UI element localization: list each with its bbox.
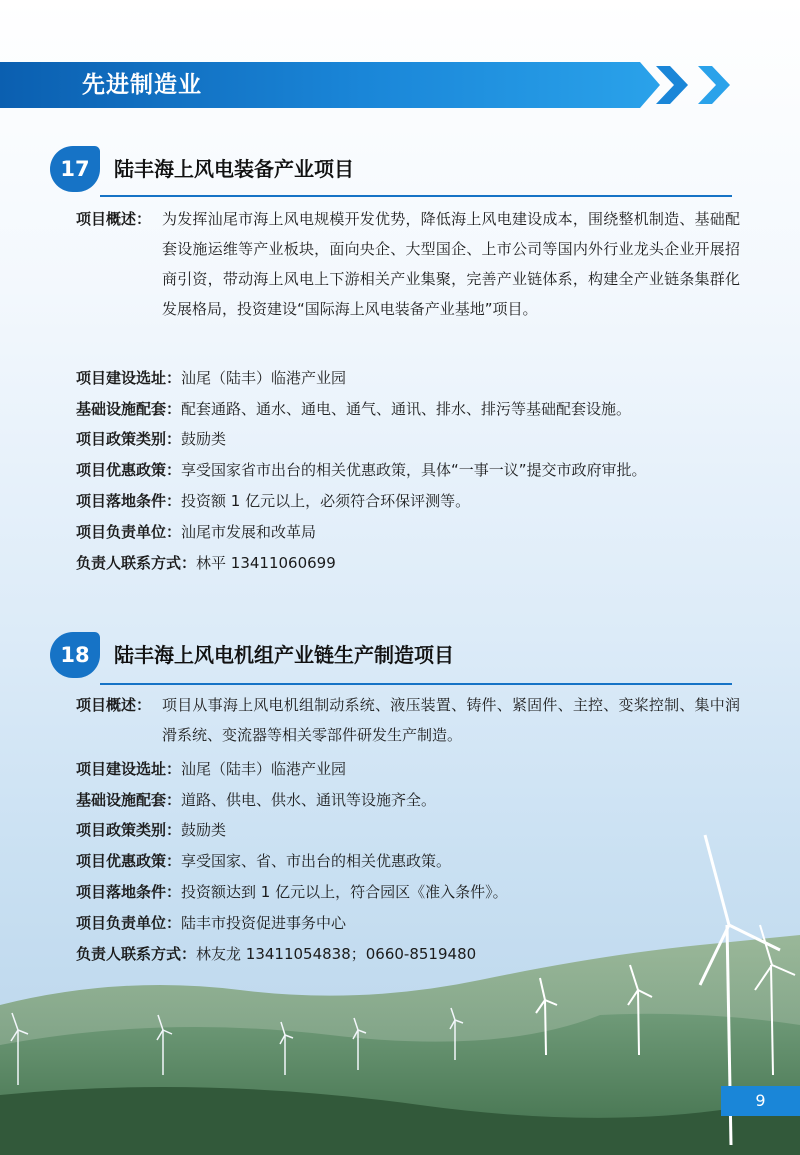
field-value: 道路、供电、供水、通讯等设施齐全。 xyxy=(181,791,437,809)
field-value: 林平 13411060699 xyxy=(196,554,336,572)
overview-text: 为发挥汕尾市海上风电规模开发优势，降低海上风电建设成本，围绕整机制造、基础配套设施运维等产业板块，面向央企、大型国企、上市公司等国内外行业龙头企业开展招商引资，带动海上风电上下游相关产业集聚，完善产业链体系，构建全产业链条集群化发展格局，投资建设“国际海上风电装备产业基地”项目。 xyxy=(162,210,740,318)
field-label: 项目建设选址： xyxy=(76,760,182,778)
field-row xyxy=(76,755,738,784)
field-value: 享受国家省市出台的相关优惠政策，具体“一事一议”提交市政府审批。 xyxy=(181,461,647,479)
project-overview xyxy=(76,690,740,750)
section-number-badge: 18 xyxy=(50,632,100,678)
field-row xyxy=(76,909,738,938)
section-title: 陆丰海上风电装备产业项目 xyxy=(114,157,354,181)
field-label: 项目负责单位： xyxy=(76,914,182,932)
field-value: 投资额 1 亿元以上，必须符合环保评测等。 xyxy=(181,492,471,510)
field-label: 项目优惠政策： xyxy=(76,852,182,870)
section-divider xyxy=(100,683,732,685)
field-row xyxy=(76,549,738,578)
field-row xyxy=(76,940,738,969)
field-row xyxy=(76,847,738,876)
field-row xyxy=(76,518,738,547)
field-row xyxy=(76,364,738,393)
field-row xyxy=(76,878,738,907)
field-row xyxy=(76,425,738,454)
field-value: 鼓励类 xyxy=(181,821,227,839)
field-label: 项目落地条件： xyxy=(76,492,182,510)
field-label: 负责人联系方式： xyxy=(76,554,197,572)
chevron-right-icon xyxy=(694,62,734,108)
field-value: 陆丰市投资促进事务中心 xyxy=(181,914,347,932)
field-value: 享受国家、省、市出台的相关优惠政策。 xyxy=(181,852,452,870)
field-label: 项目政策类别： xyxy=(76,430,182,448)
field-label: 基础设施配套： xyxy=(76,400,182,418)
field-value: 投资额达到 1 亿元以上，符合园区《准入条件》。 xyxy=(181,883,508,901)
section-number-badge: 17 xyxy=(50,146,100,192)
field-value: 配套通路、通水、通电、通气、通讯、排水、排污等基础配套设施。 xyxy=(181,400,632,418)
chevron-right-icon xyxy=(652,62,692,108)
field-label: 负责人联系方式： xyxy=(76,945,197,963)
field-value: 汕尾（陆丰）临港产业园 xyxy=(181,369,347,387)
field-row xyxy=(76,456,738,485)
field-label: 基础设施配套： xyxy=(76,791,182,809)
project-overview xyxy=(76,204,740,324)
field-label: 项目负责单位： xyxy=(76,523,182,541)
field-row xyxy=(76,816,738,845)
overview-label: 项目概述： xyxy=(76,696,152,714)
header-title: 先进制造业 xyxy=(82,72,202,98)
field-value: 鼓励类 xyxy=(181,430,227,448)
field-label: 项目优惠政策： xyxy=(76,461,182,479)
field-value: 汕尾（陆丰）临港产业园 xyxy=(181,760,347,778)
page-number: 9 xyxy=(721,1086,800,1116)
field-value: 汕尾市发展和改革局 xyxy=(181,523,317,541)
overview-label: 项目概述： xyxy=(76,210,152,228)
overview-text: 项目从事海上风电机组制动系统、液压装置、铸件、紧固件、主控、变桨控制、集中润滑系统、变流器等相关零部件研发生产制造。 xyxy=(162,696,740,744)
section-title: 陆丰海上风电机组产业链生产制造项目 xyxy=(114,643,454,667)
field-value: 林友龙 13411054838；0660-8519480 xyxy=(196,945,477,963)
field-label: 项目落地条件： xyxy=(76,883,182,901)
field-row xyxy=(76,786,738,815)
field-label: 项目建设选址： xyxy=(76,369,182,387)
field-label: 项目政策类别： xyxy=(76,821,182,839)
field-row xyxy=(76,395,738,424)
section-divider xyxy=(100,195,732,197)
field-row xyxy=(76,487,738,516)
